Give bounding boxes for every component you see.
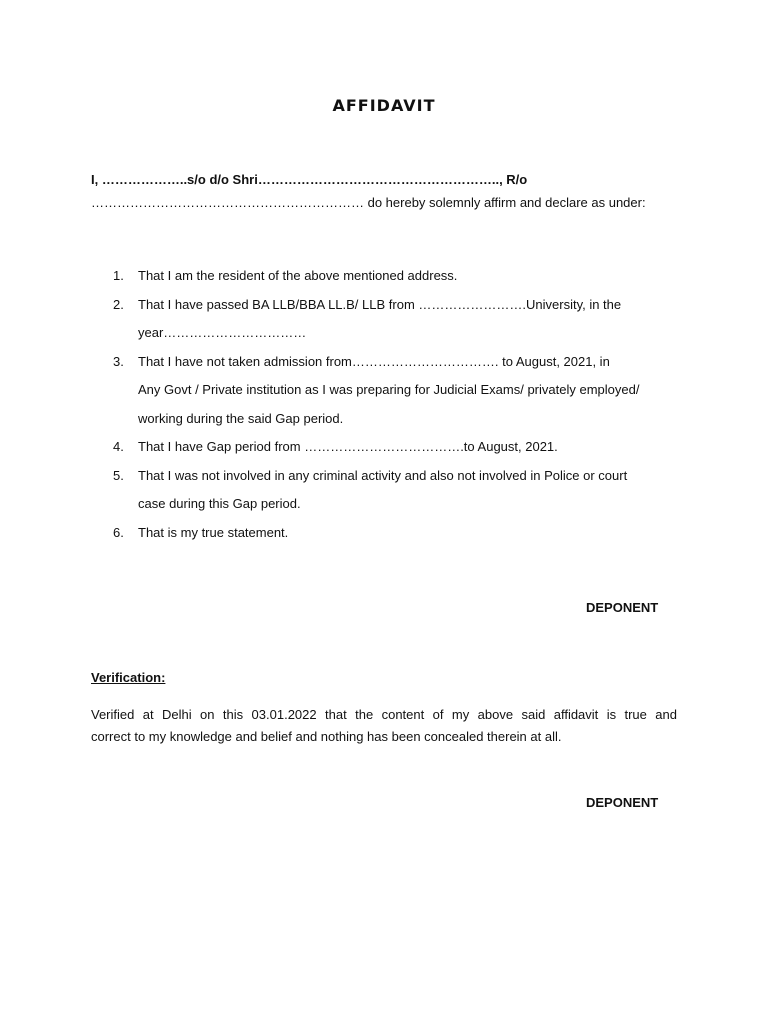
verification-line: Verified at Delhi on this 03.01.2022 that the content of my above said affidavit is true and: [91, 707, 677, 722]
list-item-text: That I have passed BA LLB/BBA LL.B/ LLB from …………………….University, in the: [138, 296, 622, 312]
deponent-label: DEPONENT: [586, 600, 659, 615]
deponent-label: DEPONENT: [586, 795, 659, 810]
list-item-number: 4.: [113, 439, 124, 454]
verification-text: [91, 704, 677, 748]
verification-line: correct to my knowledge and belief and nothing has been concealed therein at all.: [91, 729, 562, 744]
list-item-text: That I was not involved in any criminal activity and also not involved in Police or court: [138, 467, 628, 483]
list-item-number: 2.: [113, 296, 124, 312]
list-item: [91, 262, 691, 291]
list-item-text: year……………………………: [138, 325, 307, 340]
list-item-number: 6.: [113, 524, 124, 540]
document-title: AFFIDAVIT: [332, 96, 436, 115]
list-item-text: Any Govt / Private institution as I was preparing for Judicial Exams/ privately employed/: [138, 382, 640, 397]
list-item-number: 5.: [113, 467, 124, 483]
list-item-text: That is my true statement.: [138, 524, 289, 540]
list-item-text: case during this Gap period.: [138, 496, 301, 511]
list-item-text: That I am the resident of the above mentioned address.: [138, 268, 458, 283]
list-item: [91, 462, 691, 519]
intro-line-2: ……………………………………………………… do hereby solemnly affirm and declare as under:: [91, 195, 646, 210]
list-item: [91, 519, 691, 548]
list-item-text: That I have not taken admission from……………………………. to August, 2021, in: [138, 353, 610, 369]
list-item-text: That I have Gap period from ……………………………….to August, 2021.: [138, 439, 558, 454]
list-item: [91, 291, 691, 348]
intro-line-1: I, ………………..s/o d/o Shri……………………………………………….., R/o: [91, 172, 528, 187]
list-item: [91, 348, 691, 434]
declaration-list: [91, 262, 691, 547]
list-item-number: 3.: [113, 353, 124, 369]
verification-heading: Verification:: [91, 670, 166, 685]
list-item-text: working during the said Gap period.: [138, 410, 344, 426]
list-item-number: 1.: [113, 268, 124, 283]
list-item: [91, 433, 691, 462]
